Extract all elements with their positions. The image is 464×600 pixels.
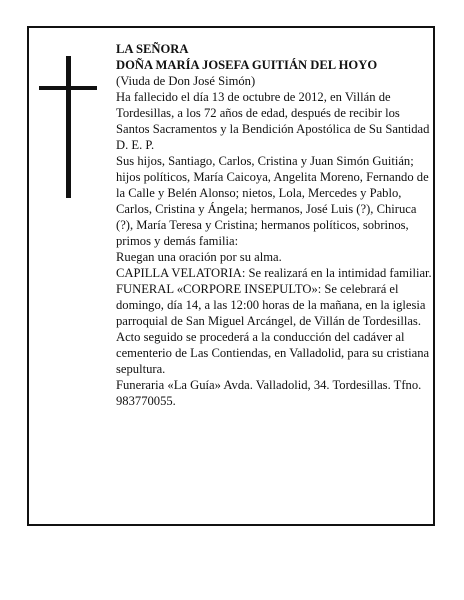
title-honorific: LA SEÑORA [116, 42, 189, 56]
notice-text-block [116, 41, 434, 409]
family-list: Sus hijos, Santiago, Carlos, Cristina y Juan Simón Guitián; hijos políticos, María Caicoya, Angelita Moreno, Fernando de la Calle y Belén Alonso; nietos, Lola, Mercedes y Pablo, Carlos, Cristina y Ángela; hermanos, José Luis (?), Chiruca (?), María Teresa y Cristina; hermanos políticos, sobrinos, primos y demás familia: [116, 154, 429, 248]
widow-note: (Viuda de Don José Simón) [116, 74, 256, 88]
prayer-request: Ruegan una oración por su alma. [116, 250, 282, 264]
deceased-name: DOÑA MARÍA JOSEFA GUITIÁN DEL HOYO [116, 58, 378, 72]
chapel-info: CAPILLA VELATORIA: Se realizará en la intimidad familiar. [116, 266, 432, 280]
funeral-info: FUNERAL «CORPORE INSEPULTO»: Se celebrará el domingo, día 14, a las 12:00 horas de la mañana, en la iglesia parroquial de San Miguel Arcángel, de Villán de Tordesillas. Acto seguido se procederá a la conducción del cadáver al cementerio de Las Contiendas, en Valladolid, para su cristiana sepultura. [116, 282, 430, 376]
obituary-notice [27, 26, 435, 526]
cross-horizontal-bar [39, 86, 97, 90]
funeral-home-info: Funeraria «La Guía» Avda. Valladolid, 34. Tordesillas. Tfno. 983770055. [116, 378, 422, 408]
cross-vertical-bar [66, 56, 71, 198]
rip-abbreviation: D. E. P. [116, 138, 155, 152]
latin-cross-icon [39, 56, 97, 198]
death-statement: Ha fallecido el día 13 de octubre de 2012, en Villán de Tordesillas, a los 72 años de edad, después de recibir los Santos Sacramentos y la Bendición Apostólica de Su Santidad [116, 90, 430, 136]
